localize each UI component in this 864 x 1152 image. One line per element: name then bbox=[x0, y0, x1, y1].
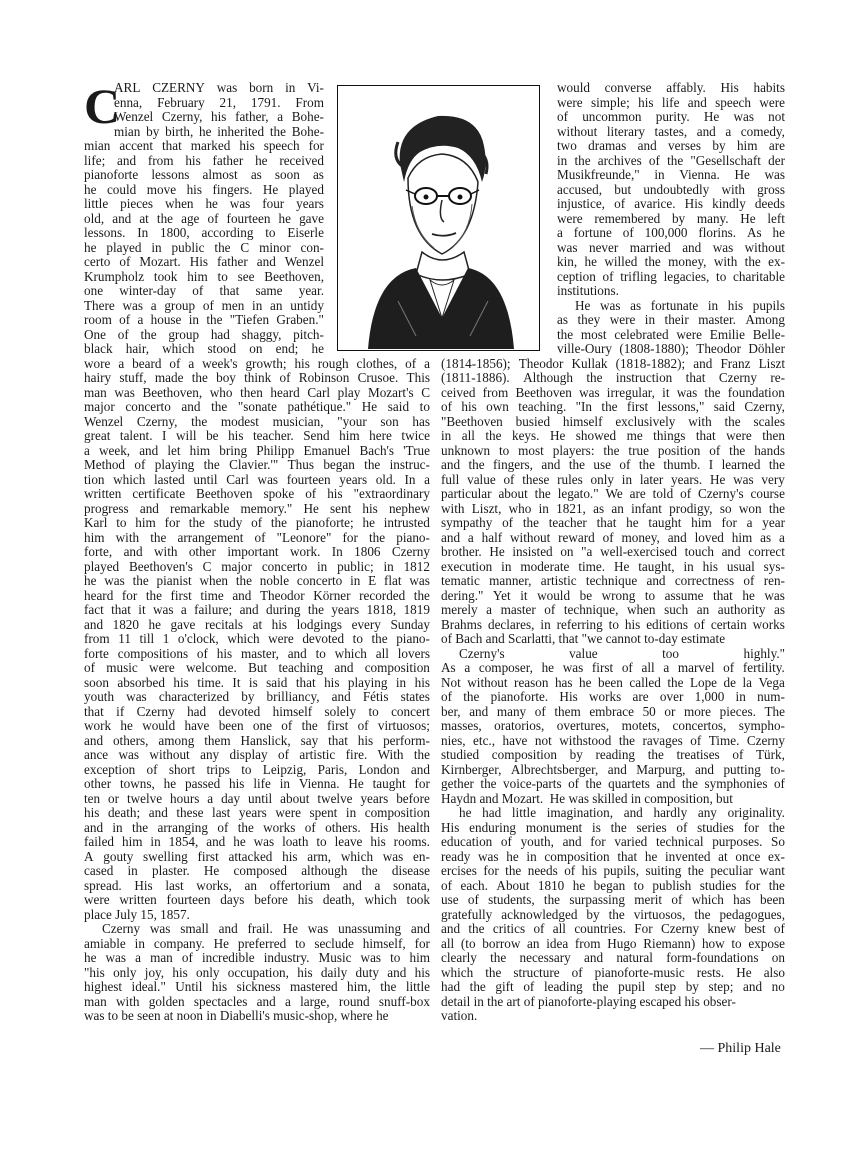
text-line: full value of these rules only in later years. He was very bbox=[441, 471, 785, 487]
text-line: from 11 till 1 o'clock, which were devoted to the piano- bbox=[84, 631, 430, 646]
text-line: other towns, he passed his life in Vienna. He taught for bbox=[84, 776, 430, 791]
text-line: ready was he in composition that he invented at once ex- bbox=[441, 848, 785, 864]
text-line: amiable in company. He preferred to seclude himself, for bbox=[84, 935, 430, 951]
text-line: place July 15, 1857. bbox=[84, 906, 190, 922]
text-line: in all the keys. He showed me things that were then bbox=[441, 428, 785, 443]
text-line: (1811-1886). Although the instruction that Czerny re- bbox=[441, 370, 785, 385]
text-line: As a composer, he was first of all a marvel of fertility. bbox=[441, 660, 785, 675]
text-line: of Bach and Scarlatti, that "we cannot to-day estimate bbox=[441, 631, 726, 646]
text-line: in the archives of the "Gesellschaft der bbox=[557, 152, 785, 168]
text-line: ercises for the needs of his pupils, suiting the peculiar want bbox=[441, 863, 785, 878]
text-line: lessons. In 1800, according to Eiserle bbox=[84, 225, 324, 240]
text-line: black hair, which stood on end; he bbox=[84, 341, 324, 356]
text-line: which the structure of pianoforte-music rests. He also bbox=[441, 964, 785, 980]
text-line: mian by birth, he inherited the Bohe- bbox=[114, 123, 324, 139]
text-line: tion which lasted until Carl was fourteen years old. In a bbox=[84, 471, 430, 487]
text-line: Wenzel Czerny, his father, a Bohe- bbox=[114, 109, 324, 124]
text-line: and the critics of all countries. For Czerny knew best of bbox=[441, 921, 785, 936]
text-line: mian accent that marked his speech for bbox=[84, 138, 324, 153]
text-line: life; and from his father he received bbox=[84, 152, 324, 168]
text-line: youth was characterized by brilliancy, and Fétis states bbox=[84, 689, 430, 704]
text-line: ten or twelve hours a day until about twelve years before bbox=[84, 790, 430, 806]
text-line: of music were welcome. But teaching and composition bbox=[84, 660, 430, 675]
text-line: he played in public the C minor con- bbox=[84, 239, 324, 255]
author-signature: — Philip Hale bbox=[700, 1041, 781, 1056]
text-line: Kirnberger, Albrechtsberger, and Marpurg, and putting to- bbox=[441, 761, 785, 777]
text-line: were written fourteen days before his death, which took bbox=[84, 892, 430, 907]
text-line: studied composition by reading the treatises of Türk, bbox=[441, 747, 785, 762]
text-line: written certificate Beethoven spoke of his "extraordinary bbox=[84, 486, 430, 501]
text-line: nies, etc., have not withstood the ravages of Time. Czerny bbox=[441, 732, 785, 748]
text-line: great talent. I will be his teacher. Send him here twice bbox=[84, 428, 430, 443]
text-line: soon absorbed his time. It is said that his playing in his bbox=[84, 674, 430, 690]
portrait-engraving bbox=[338, 86, 538, 349]
text-line: Krumpholz took him to see Beethoven, bbox=[84, 268, 324, 284]
text-line: institutions. bbox=[557, 283, 619, 298]
text-line: Musikfreunde," in Vienna. He was bbox=[557, 167, 785, 182]
text-line: played Beethoven's C major concerto in public; in 1812 bbox=[84, 558, 430, 574]
text-line: that if Czerny had devoted himself solely to concert bbox=[84, 703, 430, 719]
text-line: A gouty swelling first attacked his arm, which was en- bbox=[84, 848, 430, 864]
text-line: of uncommon purity. He was not bbox=[557, 109, 785, 124]
text-line: progress and remarkable memory." He sent his nephew bbox=[84, 500, 430, 516]
text-line: unknown to most players: the true position of the hands bbox=[441, 442, 785, 458]
text-line: man was Beethoven, who then heard Carl play Mozart's C bbox=[84, 384, 430, 400]
text-line: him with the arrangement of "Leonore" for the piano- bbox=[84, 529, 430, 545]
text-line: all (to borrow an idea from Hugo Riemann) how to expose bbox=[441, 935, 785, 951]
text-line: a fortune of 100,000 florins. As he bbox=[557, 225, 785, 240]
text-line: education of youth, and for varied technical purposes. So bbox=[441, 834, 785, 849]
text-line: Karl to him for the study of the pianoforte; he intrusted bbox=[84, 515, 430, 530]
text-line: Not without reason has he been called the Lope de la Vega bbox=[441, 674, 785, 690]
text-line: failed him in 1854, and he was loath to leave his rooms. bbox=[84, 834, 430, 849]
text-line: ance was without any display of artistic fire. With the bbox=[84, 747, 430, 762]
text-line: two dramas and verses by him are bbox=[557, 138, 785, 153]
text-line: his death; and these last years were spent in composition bbox=[84, 805, 430, 820]
text-line: cased in plaster. He composed although the disease bbox=[84, 863, 430, 878]
text-line: sympathy of the teacher that he taught him for a year bbox=[441, 515, 785, 530]
text-line: a week, and let him bring Philipp Emanuel Bach's 'True bbox=[84, 442, 430, 458]
text-line: without literary tastes, and a comedy, bbox=[557, 123, 785, 139]
text-line: and a half without reward of money, and loved him as a bbox=[441, 529, 785, 545]
text-line: forte compositions of his master, and to which all lovers bbox=[84, 645, 430, 661]
text-line: enna, February 21, 1791. From bbox=[114, 94, 324, 110]
text-line: ception of trifling legacies, to charitable bbox=[557, 268, 785, 284]
text-line: the most celebrated were Emilie Belle- bbox=[557, 326, 785, 342]
text-line: vation. bbox=[441, 1008, 478, 1023]
text-line: he was the pianist when the noble concerto in E flat was bbox=[84, 573, 430, 588]
text-line: room of a house in the "Tiefen Graben." bbox=[84, 312, 324, 327]
text-line: gether the voice-parts of the quartets and the symphonies of bbox=[441, 776, 785, 791]
text-line: Czerny was small and frail. He was unassuming and bbox=[102, 921, 430, 936]
text-line: was to be seen at noon in Diabelli's music-shop, where he bbox=[84, 1008, 389, 1023]
text-line: highest ideal." Until his sickness mastered him, the little bbox=[84, 979, 430, 994]
text-line: and others, among them Hanslick, say that his perform- bbox=[84, 732, 430, 748]
text-line: accused, but undoubtedly with gross bbox=[557, 181, 785, 197]
text-line: spread. His last works, an offertorium and a sonata, bbox=[84, 877, 430, 893]
text-line: certo of Mozart. His father and Wenzel bbox=[84, 254, 324, 269]
text-line: He was as fortunate in his pupils bbox=[575, 297, 785, 313]
text-line: "Beethoven busied himself exclusively with the scales bbox=[441, 413, 785, 429]
text-line: and 1820 he gave recitals at his lodgings every Sunday bbox=[84, 616, 430, 632]
text-line: brother. He insisted on "a well-exercised touch and correct bbox=[441, 544, 785, 559]
text-line: and the fingers, and the use of the thumb. I learned the bbox=[441, 457, 785, 472]
text-line: forte, and with other important work. In 1806 Czerny bbox=[84, 544, 430, 559]
text-line: ceived from Beethoven was irregular, it was the foundation bbox=[441, 384, 785, 400]
text-line: he could move his fingers. He played bbox=[84, 181, 324, 197]
text-line: he was a man of incredible industry. Music was to him bbox=[84, 950, 430, 965]
text-line: fact that it was a failure; and during the years 1818, 1819 bbox=[84, 602, 430, 617]
text-line: he had little imagination, and hardly any originality. bbox=[459, 805, 785, 820]
text-line: His enduring monument is the series of studies for the bbox=[441, 819, 785, 835]
text-line: One of the group had shaggy, pitch- bbox=[84, 326, 324, 342]
text-line: particular about the legato." We are told of Czerny's course bbox=[441, 486, 785, 501]
text-line: injustice, of avarice. His kindly deeds bbox=[557, 196, 785, 211]
text-line: of his own teaching. "In the first lessons," said Czerny, bbox=[441, 399, 785, 414]
text-line: were simple; his life and speech were bbox=[557, 94, 785, 110]
text-line: dering." Yet it would be wrong to assume that he was bbox=[441, 587, 785, 603]
text-line: (1814-1856); Theodor Kullak (1818-1882); and Franz Liszt bbox=[441, 355, 785, 371]
text-line: "his only joy, his only occupation, his daily duty and his bbox=[84, 964, 430, 980]
text-line: were remembered by many. He left bbox=[557, 210, 785, 226]
text-line: of the pianoforte. His works are over 1,000 in num- bbox=[441, 689, 785, 704]
text-line: clearly the necessary and natural form-foundations on bbox=[441, 950, 785, 965]
text-line: would converse affably. His habits bbox=[557, 80, 785, 95]
text-line: had the gift of leading the pupil step by step; and no bbox=[441, 979, 785, 994]
text-line: was never married and was without bbox=[557, 239, 785, 255]
text-line: one winter-day of that same year. bbox=[84, 283, 324, 298]
text-line: Method of playing the Clavier.'" Thus began the instruc- bbox=[84, 457, 430, 472]
text-line: ARL CZERNY was born in Vi- bbox=[114, 80, 324, 95]
text-line: tematic manner, artistic technique and correctness of ren- bbox=[441, 573, 785, 588]
text-line: of each. About 1810 he began to publish studies for the bbox=[441, 877, 785, 893]
text-line: merely a master of technique, when such an authority as bbox=[441, 602, 785, 617]
text-line: detail in the art of pianoforte-playing escaped his obser- bbox=[441, 993, 736, 1009]
text-line: heard for the first time and Theodor Körner recorded the bbox=[84, 587, 430, 603]
text-line: Brahms declares, in referring to his editions of certain works bbox=[441, 616, 785, 632]
text-line: There was a group of men in an untidy bbox=[84, 297, 324, 313]
text-line: masses, oratorios, overtures, motets, concertos, sympho- bbox=[441, 718, 785, 733]
text-line: old, and at the age of fourteen he gave bbox=[84, 210, 324, 226]
text-line: gratefully acknowledged by the virtuosos, the pedagogues, bbox=[441, 906, 785, 922]
text-line: kin, he willed the money, with the ex- bbox=[557, 254, 785, 269]
text-line: execution in moderate time. He taught, in his usual sys- bbox=[441, 558, 785, 574]
text-line: with Liszt, who in 1821, as an infant prodigy, so won the bbox=[441, 500, 785, 516]
text-line: hairy stuff, made the boy think of Robinson Crusoe. This bbox=[84, 370, 430, 385]
text-line: pianoforte lessons almost as soon as bbox=[84, 167, 324, 182]
text-line: man with golden spectacles and a large, round snuff-box bbox=[84, 993, 430, 1009]
text-line: little pieces when he was four years bbox=[84, 196, 324, 211]
text-line: exception of short trips to Leipzig, Paris, London and bbox=[84, 761, 430, 777]
text-line: work he would have been one of the first of virtuosos; bbox=[84, 718, 430, 733]
drop-cap: C bbox=[84, 78, 121, 134]
text-line: major concerto and the "sonate pathétique." He said to bbox=[84, 399, 430, 414]
czerny-portrait bbox=[337, 85, 540, 351]
text-line: Haydn and Mozart. He was skilled in composition, but bbox=[441, 790, 733, 806]
text-line: use of students, the surpassing merit of which has been bbox=[441, 892, 785, 907]
text-line: wore a beard of a week's growth; his rough clothes, of a bbox=[84, 355, 430, 371]
text-line: Czerny's value too highly." bbox=[459, 645, 785, 661]
text-line: ville-Oury (1808-1880); Theodor Döhler bbox=[557, 341, 785, 356]
text-line: as they were in their master. Among bbox=[557, 312, 785, 327]
text-line: and in the arranging of the works of others. His health bbox=[84, 819, 430, 835]
text-line: Wenzel Czerny, the modest musician, "your son has bbox=[84, 413, 430, 429]
text-line: ber, and many of them embrace 50 or more pieces. The bbox=[441, 703, 785, 719]
